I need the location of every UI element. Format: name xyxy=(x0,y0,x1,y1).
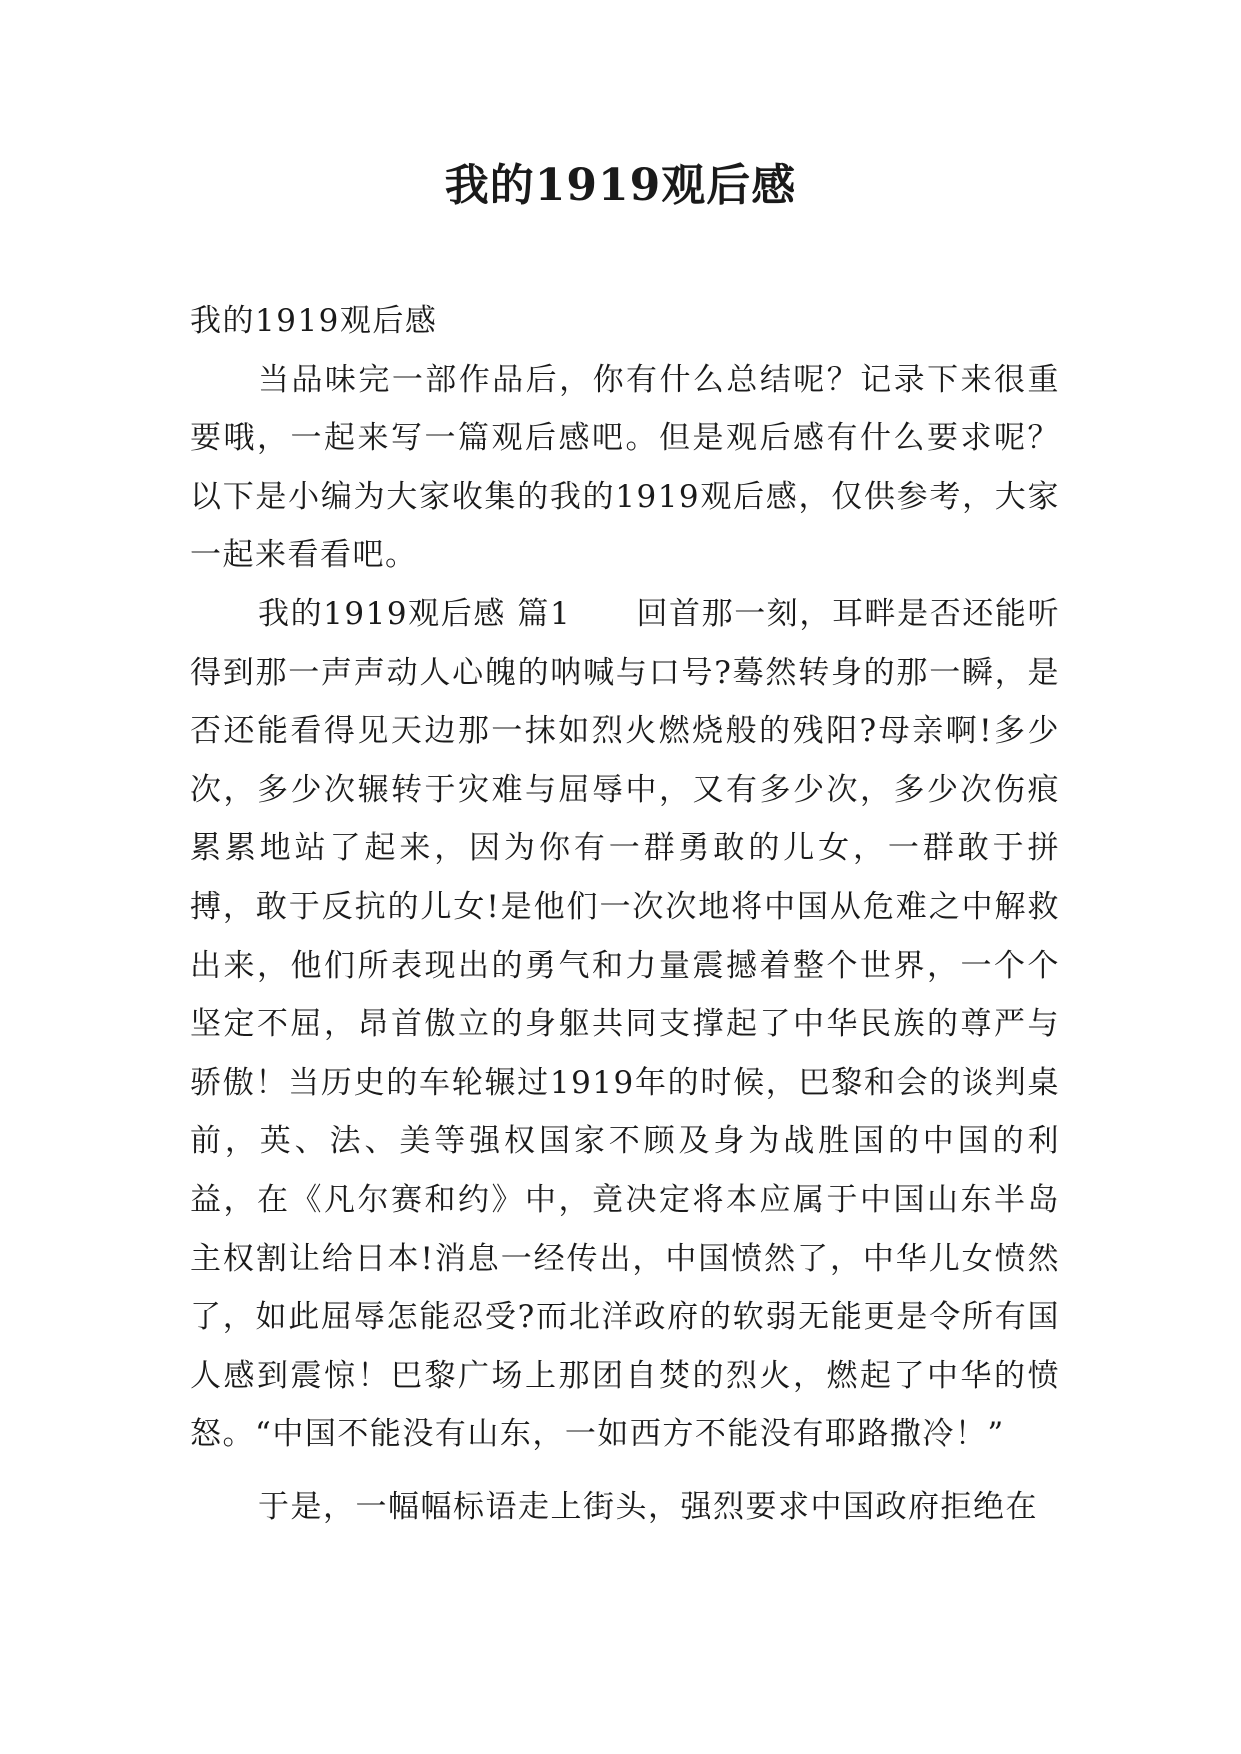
article-paragraph-2: 于是，一幅幅标语走上街头，强烈要求中国政府拒绝在 xyxy=(258,1488,1038,1525)
article-paragraph-1: 我的1919观后感 篇1 回首那一刻，耳畔是否还能听得到那一声声动人心魄的呐喊与口号?蓦然转身的那一瞬，是否还能看得见天边那一抹如烈火燃烧般的残阳?母亲啊!多少次，多少次辗转于灾难与屈辱中，又有多少次，多少次伤痕累累地站了起来，因为你有一群勇敢的儿女，一群敢于拼搏，敢于反抗的儿女!是他们一次次地将中国从危难之中解救出来，他们所表现出的勇气和力量震撼着整个世界，一个个坚定不屈，昂首傲立的身躯共同支撑起了中华民族的尊严与骄傲！当历史的车轮辗过1919年的时候，巴黎和会的谈判桌前，英、法、美等强权国家不顾及身为战胜国的中国的利益，在《凡尔赛和约》中，竟决定将本应属于中国山东半岛主权割让给日本!消息一经传出，中国愤然了，中华儿女愤然了，如此屈辱怎能忍受?而北洋政府的软弱无能更是令所有国人感到震惊！巴黎广场上那团自焚的烈火，燃起了中华的愤怒。“中国不能没有山东，一如西方不能没有耶路撒冷！” xyxy=(190,595,1060,1453)
intro-paragraph: 当品味完一部作品后，你有什么总结呢？记录下来很重要哦，一起来写一篇观后感吧。但是观后感有什么要求呢？以下是小编为大家收集的我的1919观后感，仅供参考，大家一起来看看吧。 xyxy=(190,361,1060,574)
document-body xyxy=(190,292,1060,1536)
document-title: 我的1919观后感 xyxy=(444,160,797,211)
document-subtitle: 我的1919观后感 xyxy=(190,303,438,339)
